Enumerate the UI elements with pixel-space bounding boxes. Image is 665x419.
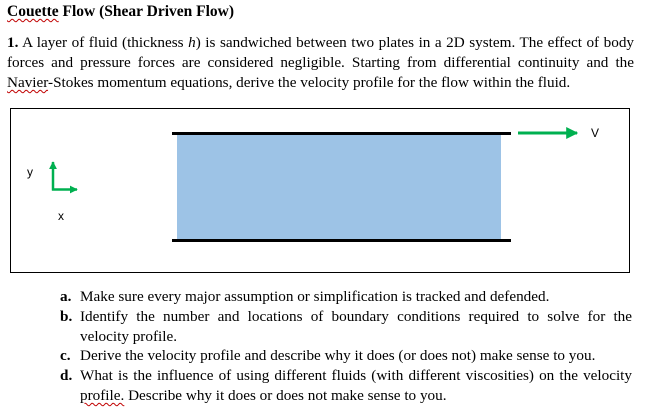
fluid-layer (177, 135, 501, 239)
problem-text-part-3: -Stokes momentum equations, derive the velocity profile for the flow within the fluid. (48, 74, 571, 91)
problem-number: 1. (7, 34, 19, 51)
task-marker: a. (60, 288, 72, 305)
task-marker: d. (60, 367, 73, 385)
velocity-label: V (591, 126, 600, 140)
spellcheck-flagged-word: Navier (7, 74, 49, 91)
problem-text-part-1: A layer of fluid (thickness (18, 34, 189, 51)
title-text: Flow (Shear Driven Flow) (58, 3, 235, 20)
document-title (7, 3, 234, 21)
task-item-c (60, 346, 632, 366)
x-axis-label: x (58, 209, 64, 223)
spellcheck-flagged-word: Couette (7, 3, 59, 20)
task-marker: b. (60, 307, 73, 325)
thickness-variable: h (188, 34, 196, 51)
spellcheck-flagged-word: profile. (80, 386, 125, 404)
y-axis-label: y (27, 165, 33, 179)
task-text-part-1: What is the influence of using different fluids (with different viscosities) on the velocity (80, 367, 632, 385)
figure-canvas (11, 109, 631, 274)
task-text: Make sure every major assumption or simplification is tracked and defended. (80, 288, 550, 305)
task-item-d (60, 366, 632, 406)
task-marker: c. (60, 347, 71, 365)
task-item-b (60, 307, 632, 347)
problem-statement (7, 33, 634, 93)
task-text: Identify the number and locations of boundary conditions required to solve for the velocity profile. (80, 307, 632, 345)
couette-flow-figure (10, 108, 630, 273)
task-item-a (60, 287, 632, 307)
task-text: Derive the velocity profile and describe why it does (or does not) make sense to you. (80, 347, 596, 365)
task-text-part-2: Describe why it does or does not make sense to you. (124, 386, 447, 404)
problem-text-part-2: ) is sandwiched between two plates in a 2D system. The effect of body forces and pressure forces are considered negligible. Starting from differential continuity and the (7, 34, 635, 71)
task-list (60, 287, 632, 406)
